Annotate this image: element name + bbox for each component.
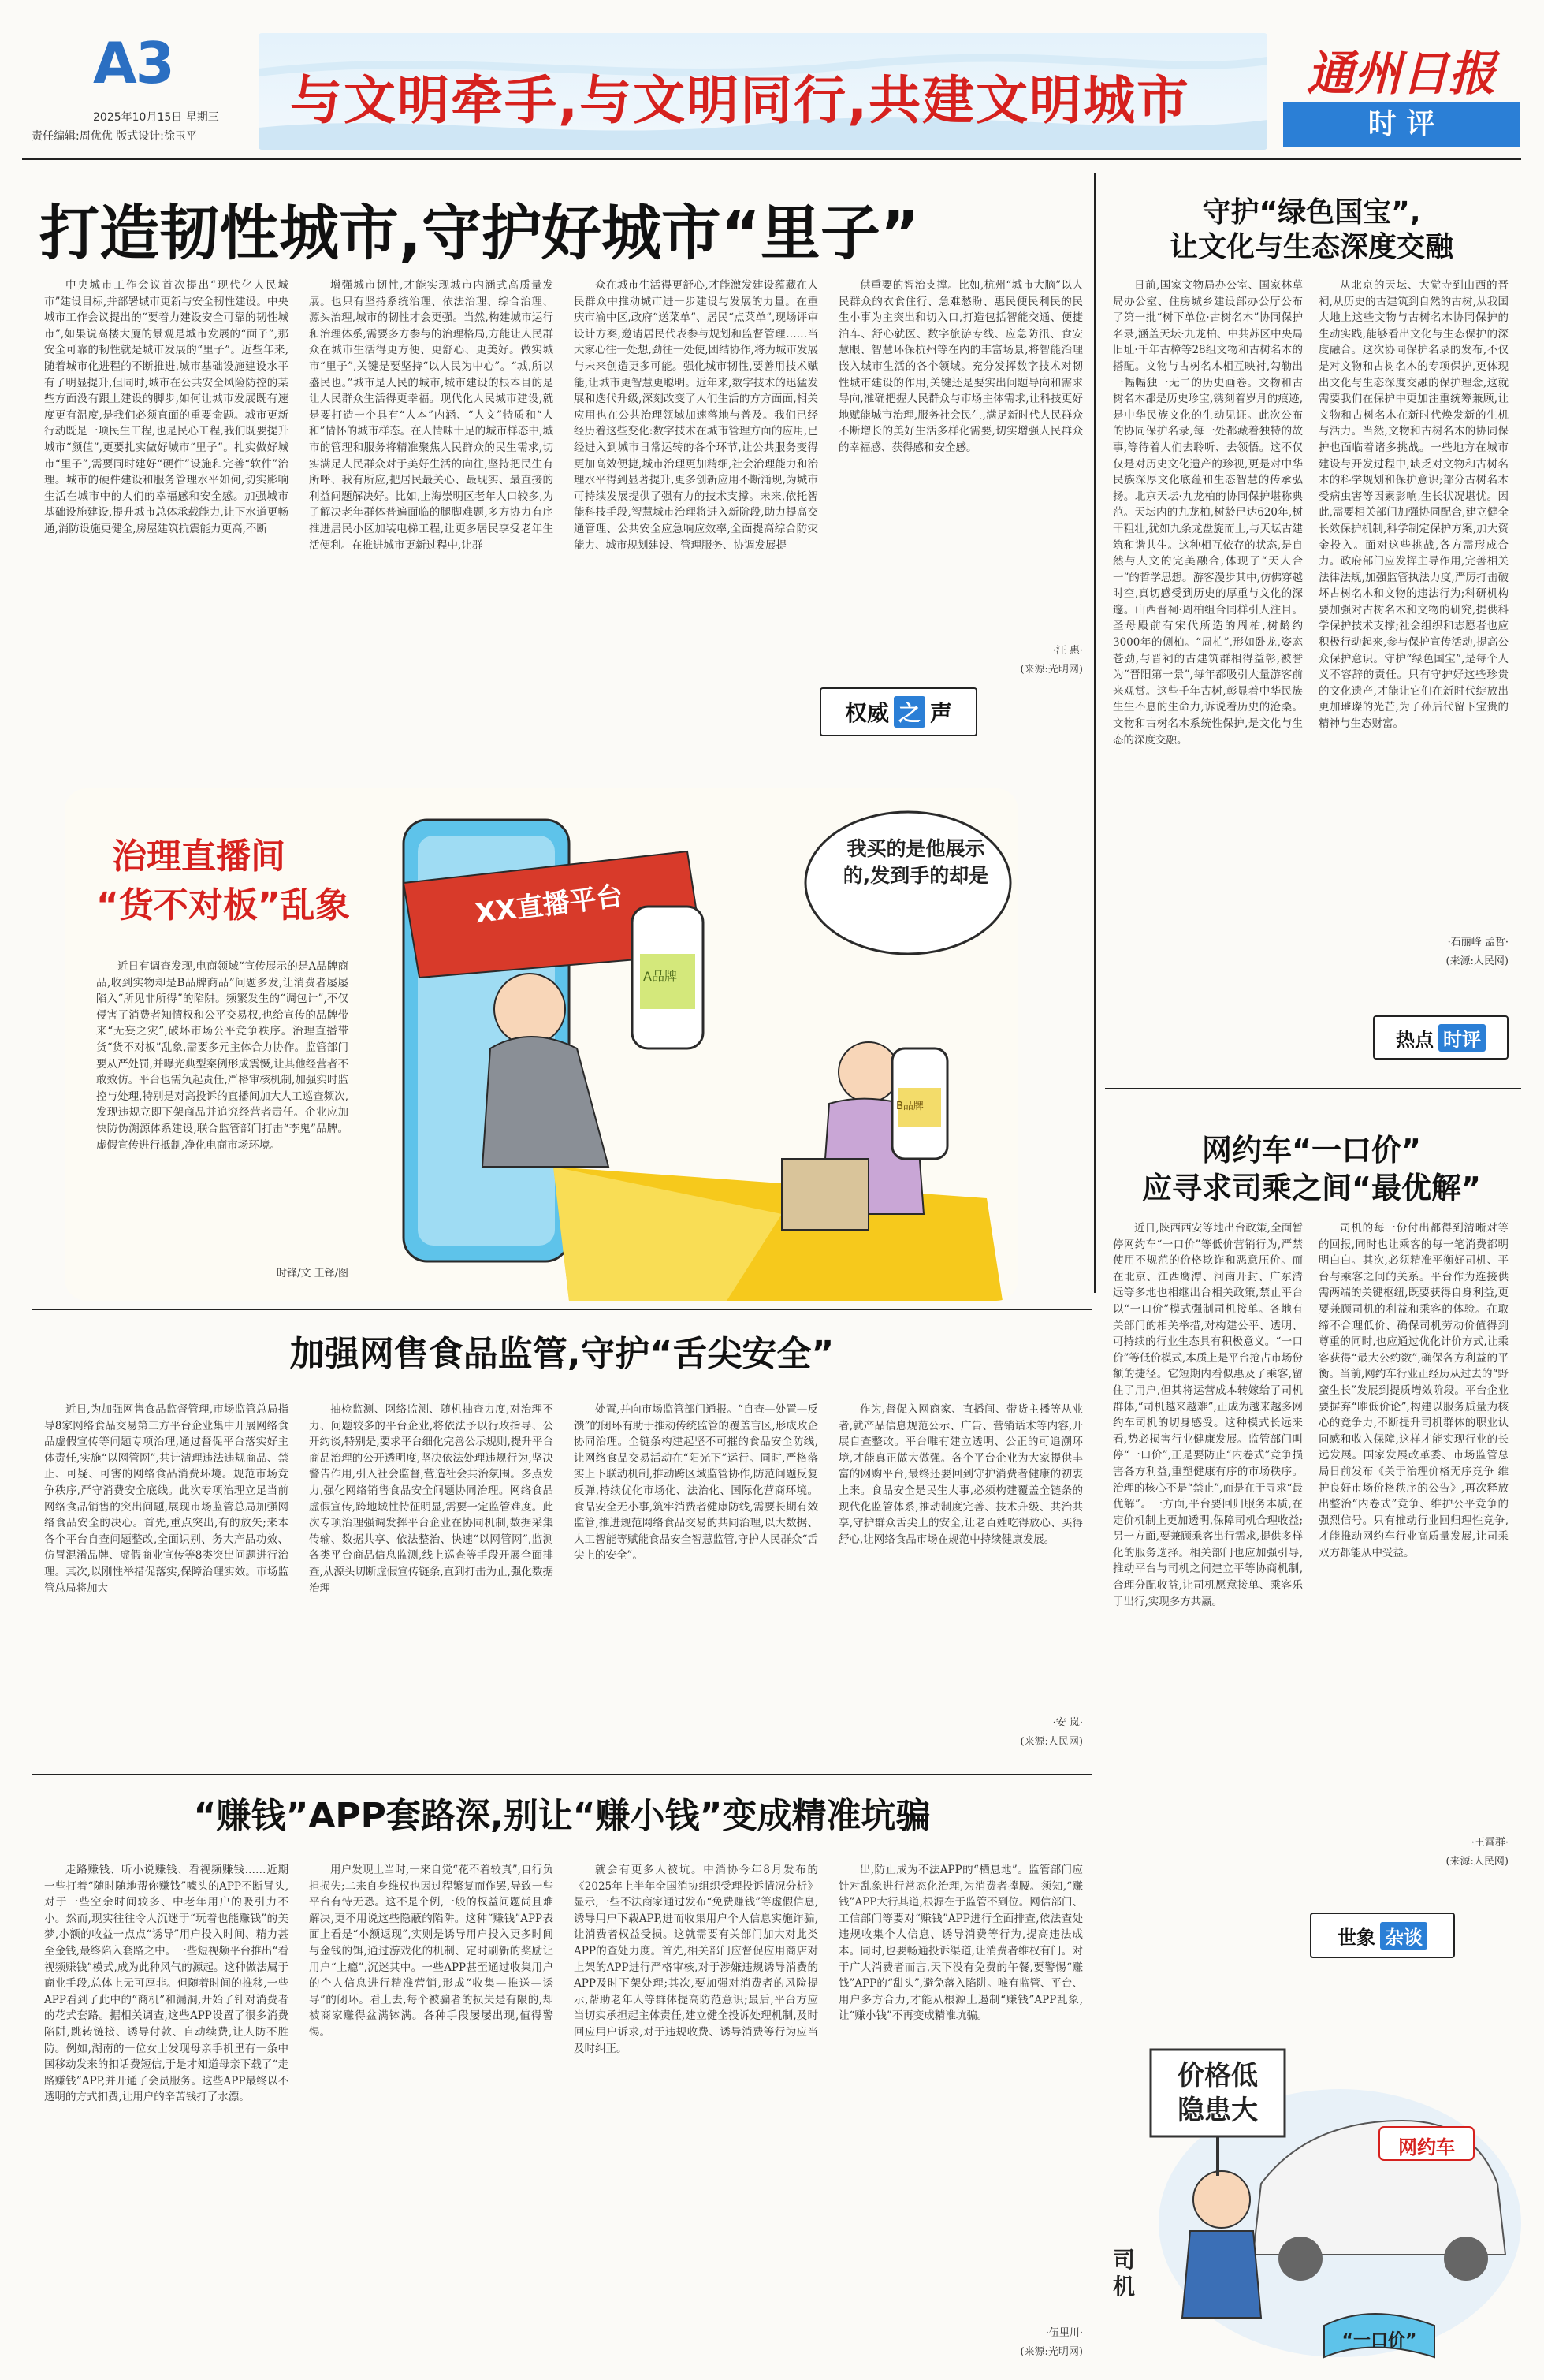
food-col-3 <box>574 1402 818 1764</box>
green-paragraph: 从北京的天坛、大觉寺到山西的晋祠,从历史的古建筑到自然的古树,从我国大地上这些文物与古树名木协同保护的生动实践,能够看出文化与生态保护的深度融合。这次协同保护名录的发布,不仅是对文物和古树名木的专项保护,更体现出文化与生态深度交融的保护理念,这就需要我们在保护中更加注重统筹兼顾,让文物和古树名木在新时代焕发新的生机与活力。当然,文物和古树名木的协同保护也面临着诸多挑战。一些地方在城市建设与开发过程中,缺乏对文物和古树名木的科学规划和保护意识;部分古树名木受病虫害等因素影响,生长状况堪忧。因此,需要相关部门加强协同配合,建立健全长效保护机制,科学制定保护方案,加大资金投入。面对这些挑战,各方需形成合力。政府部门应发挥主导作用,完善相关法律法规,加强监管执法力度,严厉打击破坏古树名木和文物的违法行为;科研机构要加强对古树名木和文物的研究,提供科学保护技术支撑;社会组织和志愿者也应积极行动起来,参与保护宣传活动,提高公众保护意识。守护“绿色国宝”,是每个人义不容辞的责任。只有守护好这些珍贵的文化遗产,才能让它们在新时代绽放出更加璀璨的光芒,为子孙后代留下宝贵的精神与生态财富。 <box>1319 279 1509 731</box>
tag-text: 权威 <box>844 700 889 726</box>
page-number: A3 <box>93 30 173 96</box>
paper-masthead: 通州日报 <box>1307 47 1496 102</box>
app-body <box>44 1862 1083 2335</box>
ride-byline: ·王霄群· <box>1471 1837 1509 1849</box>
section-rule <box>1105 1088 1521 1089</box>
lead-col-3 <box>574 277 818 774</box>
driver-label: 司机 <box>1113 2247 1136 2300</box>
ride-source: (来源:人民网) <box>1445 1856 1509 1868</box>
food-paragraph: 作为,督促入网商家、直播间、带货主播等从业者,就产品信息规范公示、广告、营销话术等内容,开展自查整改。平台唯有建立透明、公正的可追溯环境,才能真正做大做强。各个平台企业为大家提供丰富的网购平台,最终还要回到守护消费者健康的初衷上来。食品安全是民生大事,必须构建覆盖全链条的现代化监管体系,推动制度完善、技术升级、共治共享,守护群众舌尖上的安全,让老百姓吃得放心、买得舒心,让网络食品市场在规范中持续健康发展。 <box>839 1403 1083 1546</box>
app-paragraph: 就会有更多人被坑。中消协今年8月发布的《2025年上半年全国消协组织受理投诉情况分析》显示,一些不法商家通过发布“免费赚钱”等虚假信息,诱导用户下载APP,进而收集用户个人信息实施诈骗,让消费者权益受损。这就需要有关部门加大对此类APP的查处力度。首先,相关部门应督促应用商店对上架的APP进行严格审核,对于涉嫌违规诱导消费的APP及时下架处理;其次,要加强对消费者的风险提示,帮助老年人等群体提高防范意识;最后,平台方应当切实承担起主体责任,建立健全投诉处理机制,及时回应用户诉求,对于违规收费、诱导消费等行为应当及时纠正。 <box>574 1864 818 2055</box>
food-col-2 <box>309 1402 553 1764</box>
food-byline: ·安 岚· <box>1052 1717 1083 1729</box>
green-title-line-1: 守护“绿色国宝”, <box>1202 196 1421 229</box>
green-byline: ·石丽峰 孟哲· <box>1447 937 1509 948</box>
header-rule <box>22 158 1521 160</box>
app-title: “赚钱”APP套路深,别让“赚小钱”变成精准坑骗 <box>193 1796 931 1836</box>
sign-text-1: 价格低 <box>1178 2060 1258 2091</box>
food-body <box>44 1402 1083 1764</box>
flag-text: “一口价” <box>1341 2331 1417 2351</box>
cartoon-title-line-2: “货不对板”乱象 <box>96 885 350 926</box>
app-paragraph: 出,防止成为不法APP的“栖息地”。监管部门应针对乱象进行常态化治理,为消费者撑腰。须知,“赚钱”APP大行其道,根源在于监管不到位。网信部门、工信部门等要对“赚钱”APP进行全面排查,依法查处违规收集个人信息、诱导消费等行为,提高违法成本。同时,也要畅通投诉渠道,让消费者维权有门。对于广大消费者而言,天下没有免费的午餐,要警惕“赚钱”APP的“甜头”,避免落入陷阱。唯有监管、平台、用户多方合力,才能从根源上遏制“赚钱”APP乱象,让“赚小钱”不再变成精准坑骗。 <box>839 1864 1083 2023</box>
editor-credit: 责任编辑:周优优 版式设计:徐玉平 <box>32 130 197 143</box>
speech-bubble-text: 我买的是他展示的,发到手的却是 <box>843 837 989 887</box>
lead-paragraph: 供重要的智治支撑。比如,杭州“城市大脑”以人民群众的衣食住行、急难愁盼、惠民便民利民的民生小事为主突出和切入口,打造包括智能交通、便捷泊车、舒心就医、数字旅游专线、应急防汛、食安慧眼、智慧环保杭州等在内的丰富场景,将智能治理嵌入城市生活的各个领域。充分发挥数字技术对韧性城市建设的作用,关键还是要实出问题导向和需求导向,准确把握人民群众与市场主体需求,让科技更好地赋能城市治理,服务社会民生,满足新时代人民群众不断增长的美好生活多样化需要,切实增强人民群众的幸福感、获得感和安全感。 <box>839 279 1083 454</box>
food-paragraph: 抽检监测、网络监测、随机抽查力度,对治理不力、问题较多的平台企业,将依法予以行政指导、公开约谈,特别是,要求平台细化完善公示规则,提升平台商品治理的公开透明度,坚决依法处理违规行为,坚决警告作用,引入社会监督,营造社会共治氛围。多点发力,强化网络销售食品安全问题协同治理。网络食品虚假宣传,跨地域性特征明显,需要一定监管难度。此次专项治理强调发挥平台企业在协同机制,数据采集传输、数据共享、依法整治、快速“以网管网”,监测各类平台商品信息监测,线上巡查等手段开展全面排查,从源头切断虚假宣传链条,直到打击为止,强化数据治理 <box>309 1403 553 1595</box>
ride-col-1 <box>1113 1220 1303 1851</box>
column-tag-authority <box>820 687 977 736</box>
green-source: (来源:人民网) <box>1445 955 1509 967</box>
lead-paragraph: 中央城市工作会议首次提出“现代化人民城市”建设目标,并部署城市更新与安全韧性建设。中央城市工作会议提出的“要着力建设安全可靠的韧性城市”,如果说高楼大厦的景观是城市发展的“面子”,那安全可靠的韧性就是城市发展的“里子”。近些年来,随着城市化进程的不断推进,城市基础设施建设水平有了明显提升,但同时,城市在公共安全风险防控的某些方面没有跟上建设的脚步,如何让城市发展既有速度更有温度,是我们必须直面的重要命题。城市更新行动既是一项民生工程,也是民心工程,我们既要提升城市“颜值”,更要扎实做好城市“里子”。扎实做好城市“里子”,需要同时建好“硬件”设施和完善“软件”治理。城市的硬件建设和服务管理水平如何,切实影响生活在城市中的人们的幸福感和安全感。加强城市基础设施建设,提升城市总体承载能力,让下水道更畅通,消防设施更健全,房屋建筑抗震能力更高,不断 <box>44 279 288 535</box>
caption-text: 近日有调查发现,电商领域“宣传展示的是A品牌商品,收到实物却是B品牌商品”问题多发,让消费者屡屡陷入“所见非所得”的陷阱。频繁发生的“调包计”,不仅侵害了消费者知情权和公平交易权,也给宣传的品牌带来“无妄之灾”,破坏市场公平竞争秩序。治理直播带货“货不对板”乱象,需要多元主体合力协作。监管部门要从严处罚,并曝光典型案例形成震慑,让其他经营者不敢效仿。平台也需负起责任,严格审核机制,加强实时监控与处理,特别是对高投诉的直播间加大人工巡查频次,发现违规立即下架商品并追究经营者责任。企业应加快防伪溯源体系建设,联合监管部门打击“李鬼”品牌。虚假宣传进行抵制,净化电商市场环境。 <box>96 960 348 1152</box>
lead-source: (来源:光明网) <box>1020 664 1083 676</box>
app-col-4 <box>839 1862 1083 2335</box>
product-b-label: B品牌 <box>896 1101 924 1112</box>
lead-col-2 <box>309 277 553 774</box>
green-title-line-2: 让文化与生态深度交融 <box>1169 231 1453 263</box>
issue-date: 2025年10月15日 星期三 <box>93 111 219 124</box>
section-label: 时 评 <box>1283 102 1520 147</box>
ride-paragraph: 近日,陕西西安等地出台政策,全面暂停网约车“一口价”等低价营销行为,严禁使用不规范的价格欺诈和恶意压价。而在北京、江西鹰潭、河南开封、广东清远等多地也相继出台相关政策,禁止平台以“一口价”模式强制司机接单。各地有关部门的相关举措,对构建公平、透明、可持续的行业生态具有积极意义。“一口价”等低价模式,本质上是平台抢占市场份额的捷径。它短期内看似惠及了乘客,留住了用户,但其将运营成本转嫁给了司机群体,“司机越来越难”,正成为越来越多网约车司机的切身感受。这种模式长远来看,势必损害行业健康发展。监管部门叫停“一口价”,正是要防止“内卷式”竞争损害各方利益,重塑健康有序的市场秩序。治理的核心不是“禁止”,而是在于寻求“最优解”。一方面,平台要回归服务本质,在定价机制上更加透明,保障司机合理收益;另一方面,要兼顾乘客出行需求,提供多样化的服务选择。相关部门也应加强引导,推动平台与司机之间建立平等协商机制,合理分配收益,让司机愿意接单、乘客乐于出行,实现多方共赢。 <box>1113 1222 1303 1608</box>
app-col-3 <box>574 1862 818 2335</box>
lead-byline: ·汪 惠· <box>1052 645 1083 657</box>
product-a-label: A品牌 <box>643 969 677 984</box>
green-paragraph: 日前,国家文物局办公室、国家林草局办公室、住房城乡建设部办公厅公布了第一批“树下单位·古树名木”协同保护名录,涵盖天坛·九龙柏、中共苏区中央局旧址·千年古樟等28组文物和古树名木的搭配。文物与古树名木相互映衬,勾勒出一幅幅独一无二的历史画卷。文物和古树名木都是历史珍宝,镌刻着岁月的痕迹,是中华民族文化的生动见证。此次公布的协同保护名录,每一处都藏着独特的故事,等待着人们去聆听、去领悟。这不仅仅是对历史文化遗产的珍视,更是对中华民族深厚文化底蕴和生态智慧的传承弘扬。北京天坛·九龙柏的协同保护堪称典范。天坛内的九龙柏,树龄已达620年,树干粗壮,犹如九条龙盘旋而上,与天坛古建筑和谐共生。这种相互依存的状态,是自然与人文的完美融合,体现了“天人合一”的哲学思想。游客漫步其中,仿佛穿越时空,真切感受到历史的厚重与文化的深邃。山西晋祠·周柏组合同样引人注目。圣母殿前有宋代所造的周柏,树龄约3000年的侧柏。“周柏”,形如卧龙,姿态苍劲,与晋祠的古建筑群相得益彰,被誉为“晋阳第一景”,每年都吸引大量游客前来观赏。这些千年古树,彰显着中华民族生生不息的生命力,诉说着历史的沧桑。文物和古树名木系统性保护,是文化与生态的深度交融。 <box>1113 279 1303 747</box>
ride-col-2 <box>1319 1220 1509 1851</box>
slogan-text: 与文明牵手,与文明同行,共建文明城市 <box>290 70 1191 131</box>
column-tag-world <box>1310 1913 1455 1958</box>
ride-paragraph: 司机的每一份付出都得到清晰对等的回报,同时也让乘客的每一笔消费都明明白白。其次,必须精准平衡好司机、平台与乘客之间的关系。平台作为连接供需两端的关键枢纽,既要获得自身利益,更要兼顾司机的利益和乘客的体验。在取缔不合理低价、确保司机劳动价值得到尊重的同时,也应通过优化计价方式,让乘客获得“最大公约数”,确保各方利益的平衡。当前,网约车行业正经历从过去的“野蛮生长”发展到提质增效阶段。平台企业要摒弃“唯低价论”,构建以服务质量为核心的竞争力,不断提升司机群体的职业认同感和收入保障,这样才能实现行业的长远发展。国家发展改革委、市场监管总局日前发布《关于治理价格无序竞争 维护良好市场价格秩序的公告》,再次释放出整治“内卷式”竞争、维护公平竞争的强烈信号。只有推动行业回归理性竞争,才能推动网约车行业高质量发展,让司乘双方都能从中受益。 <box>1319 1222 1509 1559</box>
livestream-banner-text: XX直播平台 <box>473 880 625 930</box>
app-col-1 <box>44 1862 288 2335</box>
app-paragraph: 用户发现上当时,一来自觉“花不着较真”,自行负担损失;二来自身维权也因过程繁复而作罢,导致一些平台有恃无恐。这不是个例,一般的权益问题尚且难解决,更不用说这些隐蔽的陷阱。这种“赚钱”APP表面上看是“小额返现”,实则是诱导用户投入更多时间与金钱的饵,通过游戏化的机制、定时刷新的奖励让用户“上瘾”,沉迷其中。一些APP甚至通过收集用户的个人信息进行精准营销,形成“收集—推送—诱导”的闭环。看上去,每个被骗者的损失是有限的,却被商家赚得盆满钵满。各种手段屡屡出现,值得警惕。 <box>309 1864 553 2039</box>
column-tag-hot <box>1373 1015 1509 1060</box>
food-col-4 <box>839 1402 1083 1764</box>
lead-paragraph: 众在城市生活得更舒心,才能激发建设蕴藏在人民群众中推动城市进一步建设与发展的力量。在重庆市渝中区,政府“送菜单”、居民“点菜单”,现场评审设计方案,邀请居民代表参与规划和监督管理……当大家心往一处想,劲往一处使,团结协作,将为城市发展与未来创造更多可能。强化城市韧性,要善用技术赋能,让城市更智慧更聪明。近年来,数字技术的迅猛发展和迭代升级,深刻改变了人们生活的方方面面,相关应用也在公共治理领域加速落地与普及。我们已经经历着这些变化:数字技术在城市管理方面的应用,已经进入到城市日常运转的各个环节,让公共服务变得更加高效便捷,城市治理更加精细,社会治理能力和治理水平得到显著提升,更多创新应用不断涌现,为城市可持续发展提供了强有力的技术支撑。未来,依托智能科技手段,智慧城市治理将进入新阶段,助力提高交通管理、公共安全应急响应效率,全面提高综合防灾能力、城市规划建设、管理服务、协调发展提 <box>574 279 818 552</box>
column-divider <box>1094 173 1096 1293</box>
section-rule <box>32 1309 1092 1310</box>
cartoon-credit: 时锋/文 王铎/图 <box>277 1268 348 1279</box>
food-source: (来源:人民网) <box>1020 1736 1083 1748</box>
green-col-1 <box>1113 277 1303 1078</box>
app-paragraph: 走路赚钱、听小说赚钱、看视频赚钱……近期一些打着“随时随地帮你赚钱”噱头的APP不断冒头,对于一些空余时间较多、中老年用户的吸引力不小。然而,现实往往令人沉迷于“玩着也能赚钱”的美梦,小额的收益一点点“诱导”用户投入时间、精力甚至金钱,最终陷入套路之中。一些短视频平台推出“看视频赚钱”模式,成为此种风气的源起。这种做法属于商业手段,总体上无可厚非。但随着时间的推移,一些APP看到了此中的“商机”和漏洞,开始了针对消费者的花式套路。据相关调查,这些APP设置了很多消费陷阱,跳转链接、诱导付款、自动续费,让人防不胜防。例如,湖南的一位女士发现母亲手机里有一条中国移动发来的扣话费短信,于是才知道母亲下载了“走路赚钱”APP,并开通了会员服务。这些APP最终以不透明的方式扣费,让用户的辛苦钱打了水漂。 <box>44 1864 288 2104</box>
app-source: (来源:光明网) <box>1020 2346 1083 2358</box>
tag-highlight: 之 <box>894 696 925 728</box>
ride-title-line-2: 应寻求司乘之间“最优解” <box>1142 1171 1481 1205</box>
lead-col-1 <box>44 277 288 774</box>
tag-highlight: 杂谈 <box>1380 1922 1427 1950</box>
tag-text: 热点 <box>1396 1028 1434 1051</box>
slogan-banner <box>259 33 1267 150</box>
food-paragraph: 近日,为加强网售食品监督管理,市场监管总局指导8家网络食品交易第三方平台企业集中开展网络食品虚假宣传等问题专项治理,通过督促平台落实好主体责任,实施“以网管网”,共计清理违法违规商品、禁止、可疑、可害的网络食品消费环境。规范市场竞争秩序,严守消费安全底线。此次专项治理立足当前网络食品销售的突出问题,展现市场监管总局加强网络食品安全的决心。首先,重点突出,有的放矢;来本各个平台自查问题整改,全面识别、务大产品功效、仿冒混淆品牌、虚假商业宣传等8类突出问题进行治理。其次,以刚性举措促落实,保障治理实效。市场监管总局将加大 <box>44 1403 288 1595</box>
lead-title: 打造韧性城市,守护好城市“里子” <box>39 198 920 268</box>
app-col-2 <box>309 1862 553 2335</box>
cartoon-caption <box>96 959 348 1153</box>
ride-body <box>1113 1220 1509 1851</box>
cartoon-title-line-1: 治理直播间 <box>112 836 285 877</box>
food-col-1 <box>44 1402 288 1764</box>
cartoon-livestream <box>65 788 1018 1301</box>
sign-text-2: 隐患大 <box>1178 2095 1258 2126</box>
app-byline: ·伍里川· <box>1045 2327 1083 2339</box>
lead-paragraph: 增强城市韧性,才能实现城市内涵式高质量发展。也只有坚持系统治理、依法治理、综合治理、源头治理,城市的韧性才会更强。当然,构建城市运行和治理体系,需要多方参与的治理格局,方能让人民群众在城市生活得更方便、更舒心、更美好。做实城市“里子”,关键是要坚持“以人民为中心”。“城,所以盛民也。”城市是人民的城市,城市建设的根本目的是让人民群众生活得更幸福。现代化人民城市建设,就是要打造一个具有“人本”内涵、“人文”特质和“人和”情怀的城市样态。在人情味十足的城市样态中,城市的管理和服务将精准聚焦人民群众的民生需求,切实满足人民群众对于美好生活的向往,坚持把民生有所呼、我有所应,把居民最关心、最现实、最直接的利益问题解决好。比如,上海崇明区老年人口较多,为了解决老年群体普遍面临的腿脚难题,多方协力有序推进居民小区加装电梯工程,让更多居民享受老年生活便利。在推进城市更新过程中,让群 <box>309 279 553 552</box>
food-title: 加强网售食品监管,守护“舌尖安全” <box>289 1334 835 1374</box>
rideshare-illustration <box>1103 1987 1521 2365</box>
tag-highlight: 时评 <box>1438 1024 1486 1052</box>
food-paragraph: 处置,并向市场监管部门通报。“自查—处置—反馈”的闭环有助于推动传统监管的覆盖盲区,形成政企协同治理。全链条构建起坚不可摧的食品安全防线,让网络食品交易活动在“阳光下”运行。同时,严格落实上下联动机制,推动跨区域监管协作,防范问题反复反弹,持续优化市场化、法治化、国际化营商环境。食品安全无小事,筑牢消费者健康防线,需要长期有效监管,推进规范网络食品交易的共同治理,以大数据、人工智能等赋能食品安全智慧监管,守护人民群众“舌尖上的安全”。 <box>574 1403 818 1562</box>
tag-text: 世象 <box>1338 1926 1375 1949</box>
car-sign-text: 网约车 <box>1398 2136 1455 2158</box>
ride-title-line-1: 网约车“一口价” <box>1202 1133 1421 1168</box>
tag-text: 声 <box>930 700 953 726</box>
cartoon-rideshare <box>1103 1987 1521 2365</box>
section-rule <box>32 1774 1092 1775</box>
